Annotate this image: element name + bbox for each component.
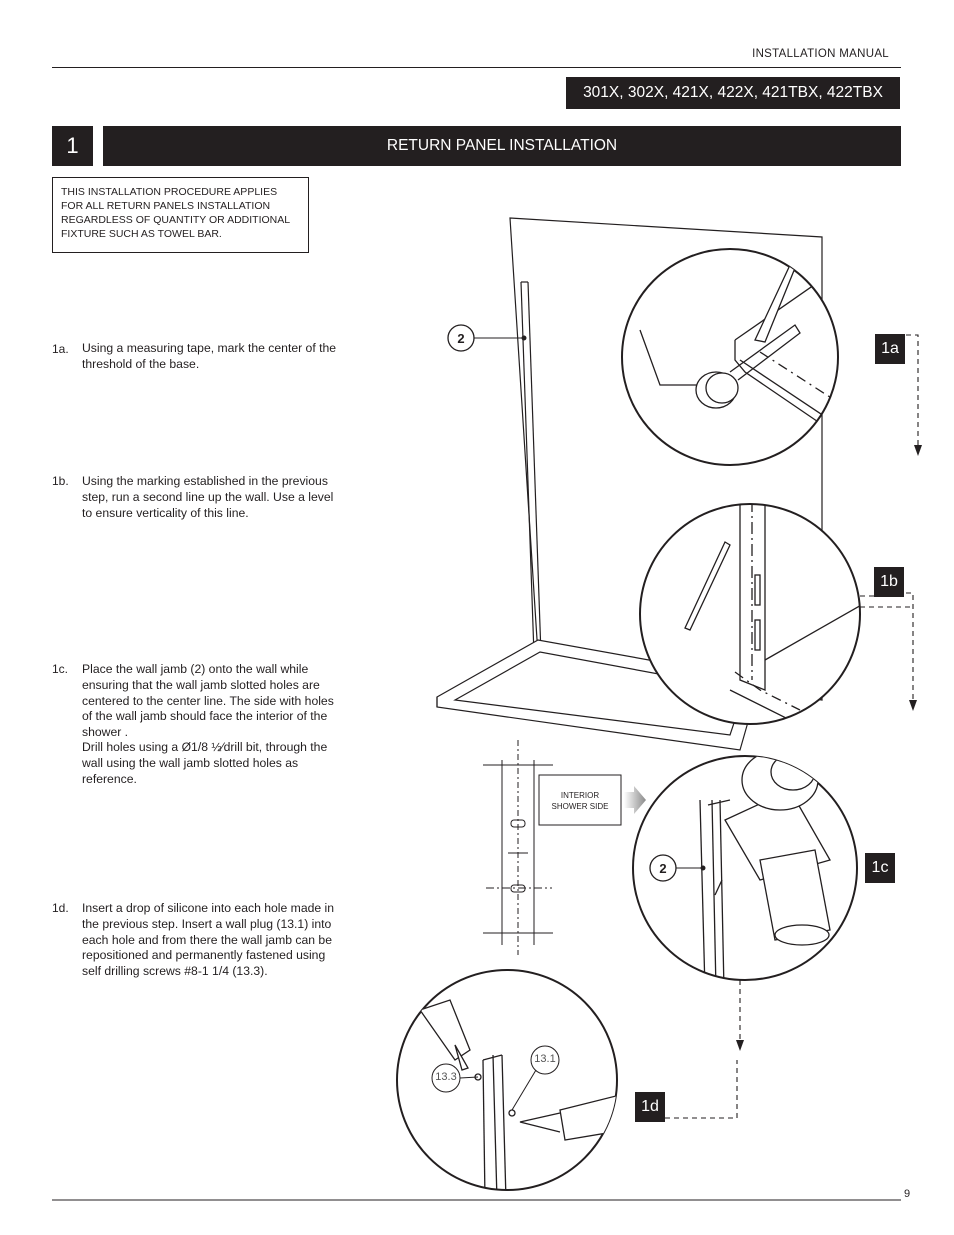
tag-1c: 1c <box>865 853 895 883</box>
step-1d-id: 1d. <box>52 901 69 915</box>
tag-1d: 1d <box>635 1092 665 1122</box>
tag-1b: 1b <box>874 567 904 597</box>
screw-label: 13.3 <box>435 1071 457 1083</box>
tag-1a: 1a <box>875 334 905 364</box>
manual-label: INSTALLATION MANUAL <box>752 48 889 60</box>
detail-1d <box>397 970 625 1200</box>
plug-label: 13.1 <box>534 1053 556 1065</box>
part-2-label-1c: 2 <box>659 861 667 876</box>
step-1c-text-drill: Drill holes using a Ø1/8 ½⁄drill bit, through the wall using the wall jamb slotted holes as reference. <box>82 740 328 786</box>
jamb-section-sketch <box>483 740 553 955</box>
step-1b-id: 1b. <box>52 474 69 488</box>
note-box: THIS INSTALLATION PROCEDURE APPLIES FOR ALL RETURN PANELS INSTALLATION REGARDLESS OF QUANTITY OR ADDITIONAL FIXTURE SUCH AS TOWEL BAR. <box>52 177 309 253</box>
step-1b-text: Using the marking established in the previous step, run a second line up the wall. Use a level to ensure verticality of this line. <box>82 474 334 520</box>
section-title: RETURN PANEL INSTALLATION <box>103 126 901 166</box>
step-1a-text: Using a measuring tape, mark the center of the threshold of the base. <box>82 341 337 371</box>
step-1d-text: Insert a drop of silicone into each hole made in the previous step. Insert a wall plug (13.1) into each hole and from there the wall jamb can be repositioned and permanently fastened using self drilling screws #8-1 1/4 (13.3). <box>82 901 335 979</box>
model-bar: 301X, 302X, 421X, 422X, 421TBX, 422TBX <box>566 77 900 109</box>
step-1c-text: Place the wall jamb (2) onto the wall while ensuring that the wall jamb slotted holes are centered to the center line. The side with holes of the wall jamb should face the interior of the shower . <box>82 662 334 740</box>
interior-side-label <box>539 775 646 825</box>
interior-label-line2: SHOWER SIDE <box>551 802 609 811</box>
step-1a-id: 1a. <box>52 342 69 356</box>
step-1c-id: 1c. <box>52 662 69 676</box>
interior-label-line1: INTERIOR <box>560 791 600 800</box>
page-number: 9 <box>904 1188 911 1200</box>
section-number: 1 <box>52 126 93 166</box>
part-2-label: 2 <box>457 331 465 346</box>
detail-1a <box>622 249 860 465</box>
